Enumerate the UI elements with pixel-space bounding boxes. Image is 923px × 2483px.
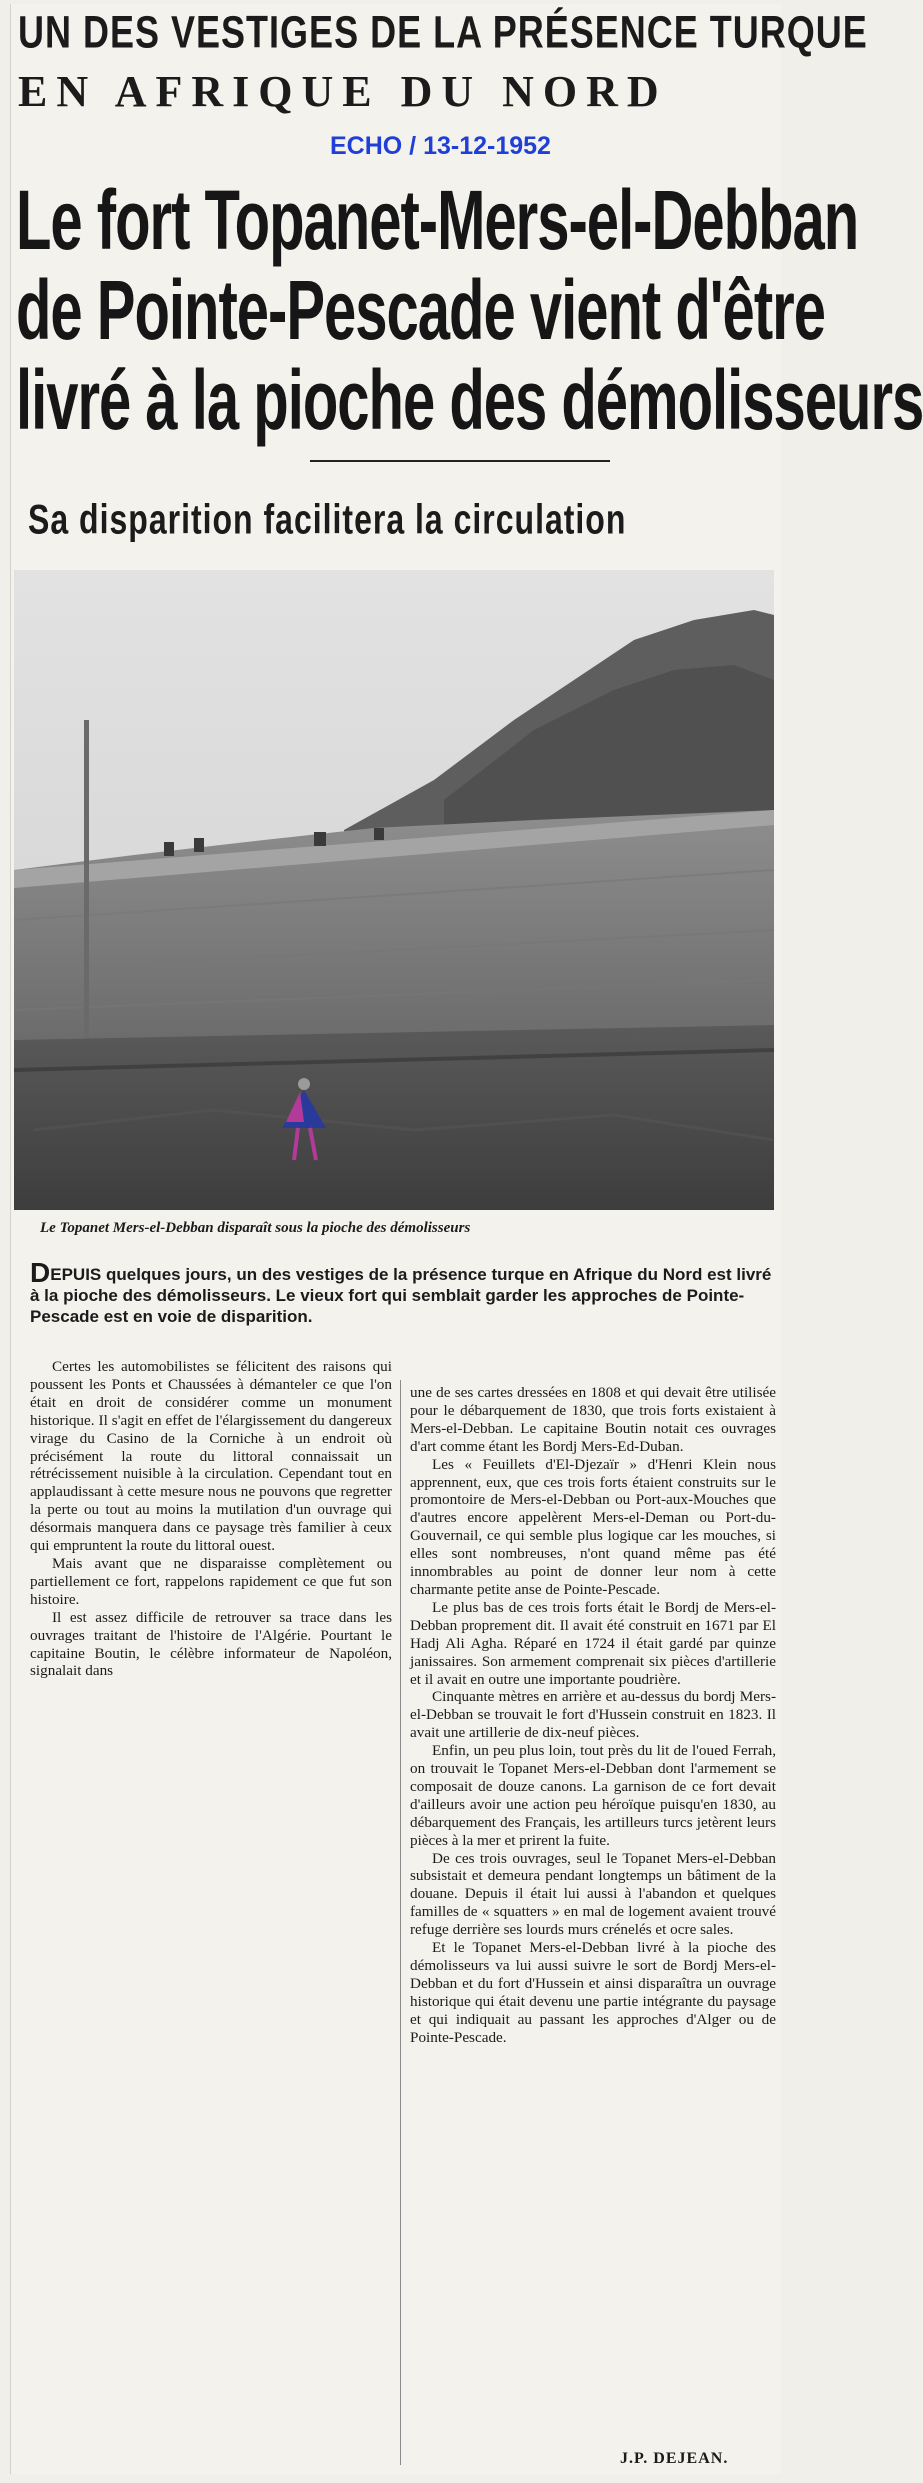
subheadline: Sa disparition facilitera la circulation <box>28 496 627 543</box>
headline-line-1: Le fort Topanet-Mers-el-Debban <box>16 173 859 268</box>
kicker-line-2: EN AFRIQUE DU NORD <box>18 67 668 116</box>
paragraph: Et le Topanet Mers-el-Debban livré à la pioche des démolisseurs va lui aussi suivre le sort de Bordj Mers-el-Debban et du fort d'Hussein et ainsi disparaîtra un ouvrage historique qui était devenu une partie intégrante du paysage et qui indiquait au passant les approches d'Alger ou de Pointe-Pescade. <box>410 1939 776 2046</box>
paragraph: Le plus bas de ces trois forts était le Bordj de Mers-el-Debban proprement dit. Il avait été construit en 1671 par El Hadj Ali Agha. Réparé en 1724 il était gardé par quinze janissaires. Son armement comprenait six pièces d'artillerie et il avait en outre une importante poudrière. <box>410 1598 776 1688</box>
article-lede <box>30 1257 780 1327</box>
author-signature: J.P. DEJEAN. <box>620 2450 729 2467</box>
paragraph: De ces trois ouvrages, seul le Topanet Mers-el-Debban subsistait et demeura pendant longtemps un bâtiment de la douane. Depuis il était lui aussi à l'abandon et quelques familles de « squatters » en mal de logement avaient trouvé refuge derrière ses lourds murs crénelés et ocre sales. <box>410 1849 776 1939</box>
body-column-1 <box>30 1358 392 1680</box>
source-date-stamp: ECHO / 13-12-1952 <box>330 132 551 160</box>
paragraph: Il est assez difficile de retrouver sa trace dans les ouvrages traitant de l'histoire de l'Algérie. Pourtant le capitaine Boutin, le célèbre informateur de Napoléon, signalait dans <box>30 1608 392 1680</box>
kicker-line-1: UN DES VESTIGES DE LA PRÉSENCE TURQUE <box>18 6 868 58</box>
lede-drop-cap: D <box>30 1257 51 1288</box>
body-column-2 <box>410 1384 776 2047</box>
paragraph: Les « Feuillets d'El-Djezaïr » d'Henri Klein nous apprennent, eux, que ces trois forts étaient construits sur le promontoire de Mers-el-Debban ou Port-aux-Mouches que d'autres encore appelèrent Mers-el-Deman ou Port-du-Gouvernail, ce qui semble plus logique car les mouches, si elles sont nombreuses, n'ont quand même pas été innombrables au point de donner leur nom à cette charmante petite anse de Pointe-Pescade. <box>410 1455 776 1598</box>
headline-line-3: livré à la pioche des démolisseurs <box>16 353 923 448</box>
paragraph: une de ses cartes dressées en 1808 et qui devait être utilisée pour le débarquement de 1830, que trois forts existaient à Mers-el-Debban. Le capitaine Boutin notait ces ouvrages d'art comme étant les Bordj Mers-Ed-Duban. <box>410 1384 776 1455</box>
fort-photo-illustration <box>14 570 774 1210</box>
headline-line-2: de Pointe-Pescade vient d'être <box>16 263 825 358</box>
paragraph: Certes les automobilistes se félicitent des raisons qui poussent les Ponts et Chaussées à démanteler ce que l'on était en droit de considérer comme un monument historique. Il s'agit en effet de l'élargissement du dangereux virage du Casino de la Corniche à un endroit où précisément la route du littoral connaissait un rétrécissement nuisible à la circulation. Cependant tout en applaudissant à cette mesure nous ne pouvons que regretter la perte ou tout au moins la mutilation d'un ouvrage qui désormais manquera dans ce paysage très familier à ceux qui empruntent la route du littoral ouest. <box>30 1358 392 1555</box>
headline-rule <box>310 460 610 462</box>
paragraph: Mais avant que ne disparaisse complètement ou partiellement ce fort, rappelons rapidement ce que fut son histoire. <box>30 1554 392 1608</box>
paragraph: Cinquante mètres en arrière et au-dessus du bordj Mers-el-Debban se trouvait le fort d'Hussein construit en 1823. Il avait une artillerie de dix-neuf pièces. <box>410 1688 776 1742</box>
column-divider <box>400 1380 401 2465</box>
lede-text: EPUIS quelques jours, un des vestiges de la présence turque en Afrique du Nord est livré à la pioche des démolisseurs. Le vieux fort qui semblait garder les approches de Pointe-Pescade est en voie de disparition. <box>30 1265 772 1326</box>
fort-photograph <box>14 570 774 1210</box>
paragraph: Enfin, un peu plus loin, tout près du lit de l'oued Ferrah, on trouvait le Topanet Mers-el-Debban dont l'armement se composait de douze canons. La garnison de ce fort devait d'ailleurs avoir une action peu héroïque puisqu'en 1830, au débarquement des Français, les artilleurs turcs jetèrent leurs pièces à la mer et prirent la fuite. <box>410 1742 776 1849</box>
photo-caption: Le Topanet Mers-el-Debban disparaît sous la pioche des démolisseurs <box>40 1220 471 1236</box>
